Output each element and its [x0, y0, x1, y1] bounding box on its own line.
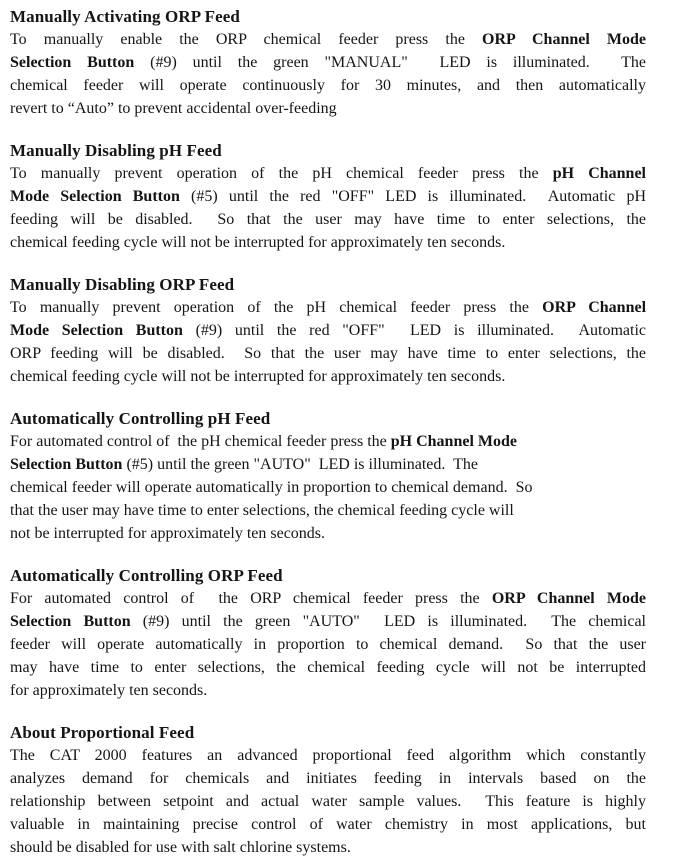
bold-text: pH Channel Mode — [390, 433, 517, 450]
paragraph-line: that the user may have time to enter selections, the chemical feeding cycle will — [10, 502, 514, 519]
paragraph-line: chemical feeder will operate automatically in proportion to chemical demand. So — [10, 479, 533, 496]
paragraph-line: To manually enable the ORP chemical feeder press the ORP Channel Mode — [10, 31, 646, 48]
paragraph-line: feeder will operate automatically in proportion to chemical demand. So that the user — [10, 636, 646, 653]
document-section — [10, 564, 646, 702]
paragraph-line: should be disabled for use with salt chlorine systems. — [10, 839, 351, 856]
paragraph-line: ORP feeding will be disabled. So that the user may have time to enter selections, the — [10, 345, 646, 362]
paragraph-line: Selection Button (#9) until the green "AUTO" LED is illuminated. The chemical — [10, 613, 646, 630]
paragraph-line: chemical feeding cycle will not be interrupted for approximately ten seconds. — [10, 234, 506, 251]
bold-text: Selection Button — [10, 54, 135, 71]
paragraph-line: relationship between setpoint and actual water sample values. This feature is highly — [10, 793, 646, 810]
section-heading: Manually Disabling pH Feed — [10, 141, 222, 160]
section-heading: Manually Activating ORP Feed — [10, 7, 240, 26]
document-section — [10, 5, 646, 120]
section-heading: Manually Disabling ORP Feed — [10, 275, 235, 294]
paragraph — [10, 587, 646, 702]
paragraph-line: valuable in maintaining precise control of water chemistry in most applications, but — [10, 816, 646, 833]
document-section — [10, 407, 646, 545]
paragraph-line: Mode Selection Button (#5) until the red "OFF" LED is illuminated. Automatic pH — [10, 188, 646, 205]
bold-text: ORP Channel Mode — [482, 31, 646, 48]
paragraph — [10, 162, 646, 254]
document-section — [10, 273, 646, 388]
paragraph-line: For automated control of the ORP chemical feeder press the ORP Channel Mode — [10, 590, 646, 607]
paragraph-line: Mode Selection Button (#9) until the red "OFF" LED is illuminated. Automatic — [10, 322, 647, 339]
paragraph-line: analyzes demand for chemicals and initiates feeding in intervals based on the — [10, 770, 646, 787]
paragraph — [10, 296, 646, 388]
paragraph-line: The CAT 2000 features an advanced proportional feed algorithm which constantly — [10, 747, 646, 764]
paragraph — [10, 744, 646, 859]
bold-text: Selection Button — [10, 613, 131, 630]
bold-text: Selection Button — [10, 456, 123, 473]
bold-text: pH Channel — [552, 165, 647, 182]
paragraph-line: may have time to enter selections, the chemical feeding cycle will not be interrupted — [10, 659, 646, 676]
paragraph-line: Selection Button (#9) until the green "MANUAL" LED is illuminated. The — [10, 54, 646, 71]
paragraph-line: For automated control of the pH chemical feeder press the pH Channel Mode — [10, 433, 517, 450]
section-heading: Automatically Controlling pH Feed — [10, 409, 271, 428]
paragraph-line: To manually prevent operation of the pH chemical feeder press the ORP Channel — [10, 299, 647, 316]
paragraph-line: for approximately ten seconds. — [10, 682, 208, 699]
bold-text: ORP Channel — [542, 299, 647, 316]
paragraph — [10, 28, 646, 120]
document-section — [10, 139, 646, 254]
paragraph-line: feeding will be disabled. So that the user may have time to enter selections, the — [10, 211, 646, 228]
paragraph-line: chemical feeding cycle will not be interrupted for approximately ten seconds. — [10, 368, 506, 385]
paragraph-line: chemical feeder will operate continuously for 30 minutes, and then automatically — [10, 77, 646, 94]
paragraph-line: revert to “Auto” to prevent accidental over-feeding — [10, 100, 337, 117]
bold-text: Mode Selection Button — [10, 322, 183, 339]
document-section — [10, 721, 646, 859]
paragraph-line: not be interrupted for approximately ten seconds. — [10, 525, 326, 542]
section-heading: About Proportional Feed — [10, 723, 195, 742]
bold-text: ORP Channel Mode — [491, 590, 646, 607]
paragraph-line: Selection Button (#5) until the green "AUTO" LED is illuminated. The — [10, 456, 478, 473]
paragraph — [10, 430, 646, 545]
bold-text: Mode Selection Button — [10, 188, 180, 205]
paragraph-line: To manually prevent operation of the pH chemical feeder press the pH Channel — [10, 165, 647, 182]
section-heading: Automatically Controlling ORP Feed — [10, 566, 283, 585]
